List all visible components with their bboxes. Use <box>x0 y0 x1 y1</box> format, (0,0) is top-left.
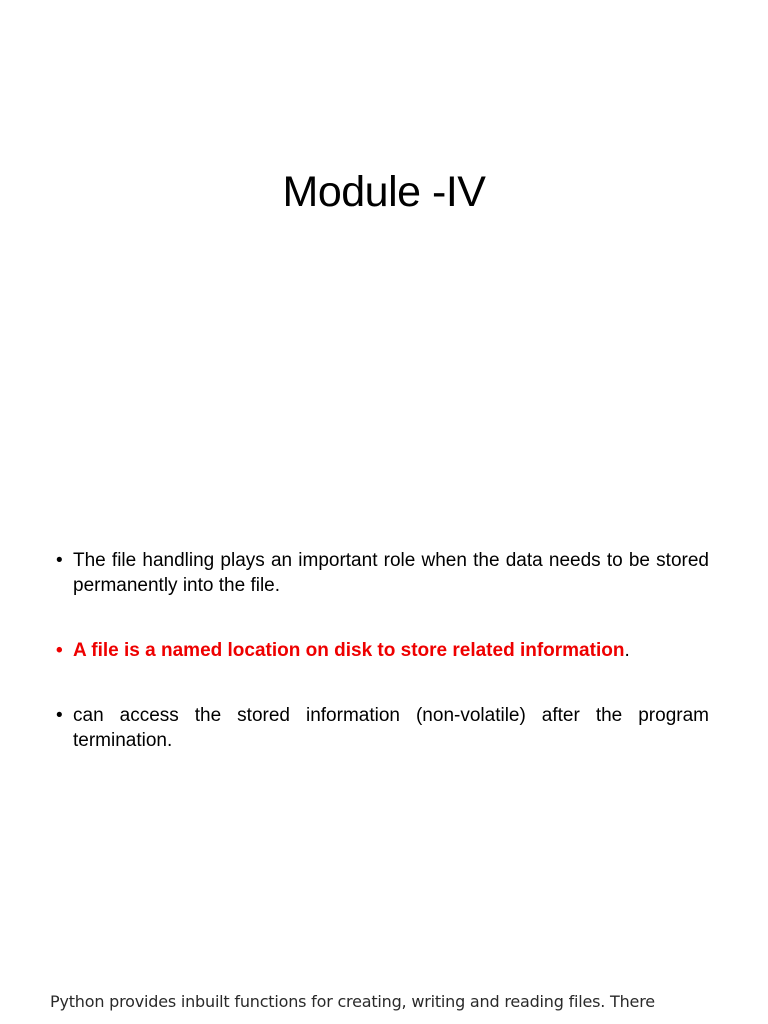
bullet-item <box>56 703 709 753</box>
bullet-item-highlighted <box>56 638 709 663</box>
bullet-text: A file is a named location on disk to store related information <box>73 640 625 661</box>
bullet-marker: • <box>56 705 63 726</box>
bullet-marker: • <box>56 640 63 661</box>
bullet-marker: • <box>56 550 63 571</box>
bullet-text: The file handling plays an important role when the data needs to be stored permanently into the file. <box>73 550 709 596</box>
bullet-item <box>56 548 709 598</box>
bullet-text: can access the stored information (non-volatile) after the program termination. <box>73 705 709 751</box>
slide-title: Module -IV <box>282 168 486 216</box>
footer-text: Python provides inbuilt functions for creating, writing and reading files. There <box>50 992 655 1011</box>
bullet-suffix: . <box>624 640 630 661</box>
bullet-text-wrapper <box>73 638 709 663</box>
